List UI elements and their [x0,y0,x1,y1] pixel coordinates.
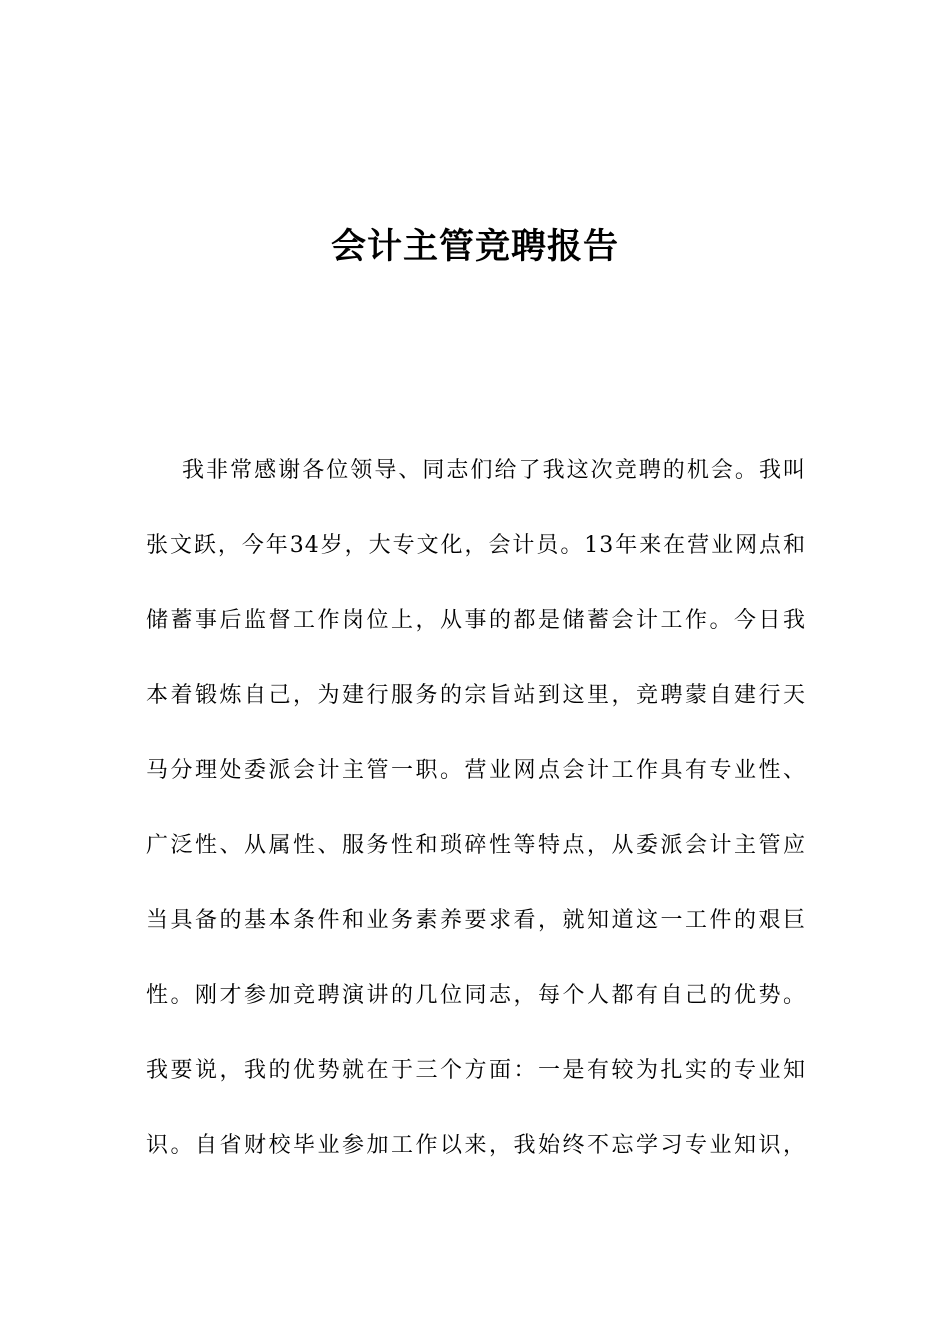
document-body [146,452,806,1202]
paragraph-line-5: 马分理处委派会计主管一职。营业网点会计工作具有专业性、 [146,758,806,783]
paragraph-line-3: 储蓄事后监督工作岗位上，从事的都是储蓄会计工作。今日我 [146,608,806,633]
document-title: 会计主管竞聘报告 [330,227,619,267]
paragraph-line-8: 性。刚才参加竞聘演讲的几位同志，每个人都有自己的优势。 [146,983,806,1008]
paragraph-line-10: 识。自省财校毕业参加工作以来，我始终不忘学习专业知识， [146,1133,806,1158]
paragraph-line-7: 当具备的基本条件和业务素养要求看，就知道这一工件的艰巨 [146,908,806,933]
paragraph-line-9: 我要说，我的优势就在于三个方面：一是有较为扎实的专业知 [146,1058,806,1083]
paragraph-line-1: 我非常感谢各位领导、同志们给了我这次竞聘的机会。我叫 [182,458,806,483]
paragraph-line-4: 本着锻炼自己，为建行服务的宗旨站到这里，竞聘蒙自建行天 [146,683,806,708]
paragraph-line-2: 张文跃，今年34岁，大专文化，会计员。13年来在营业网点和 [146,533,806,558]
paragraph-line-6: 广泛性、从属性、服务性和琐碎性等特点，从委派会计主管应 [146,833,806,858]
